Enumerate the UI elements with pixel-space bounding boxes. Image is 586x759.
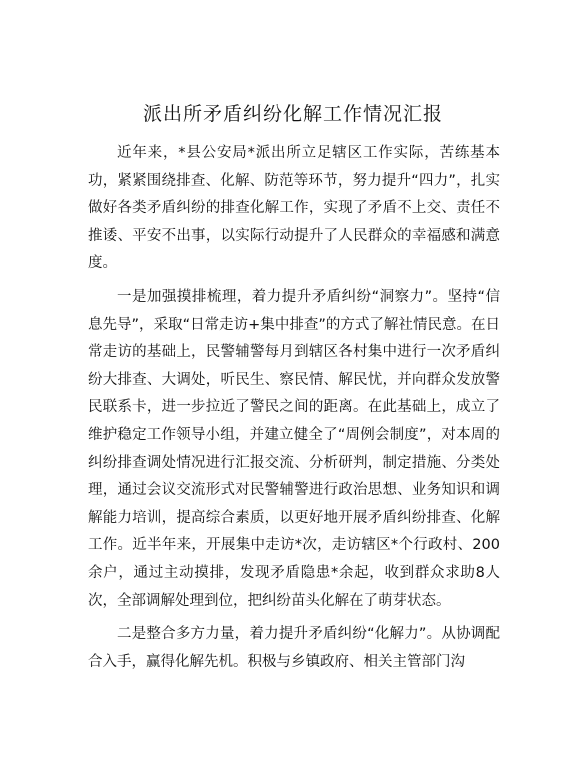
document-body [88, 140, 500, 682]
paragraph-point-two: 二是整合多方力量，着力提升矛盾纠纷“化解力”。从协调配合入手，赢得化解先机。积极与乡镇政府、相关主管部门沟 [88, 626, 500, 670]
paragraph-point-one: 一是加强摸排梳理，着力提升矛盾纠纷“洞察力”。坚持“信息先导”，采取“日常走访+集中排查”的方式了解社情民意。在日常走访的基础上，民警辅警每月到辖区各村集中进行一次矛盾纠纷大排查、大调处，听民生、察民情、解民忧，并向群众发放警民联系卡，进一步拉近了警民之间的距离。在此基础上，成立了维护稳定工作领导小组，并建立健全了“周例会制度”，对本周的纠纷排查调处情况进行汇报交流、分析研判，制定措施、分类处理，通过会议交流形式对民警辅警进行政治思想、业务知识和调解能力培训，提高综合素质，以更好地开展矛盾纠纷排查、化解工作。近半年来，开展集中走访*次，走访辖区*个行政村、200余户，通过主动摸排，发现矛盾隐患*余起，收到群众求助8人次，全部调解处理到位，把纠纷苗头化解在了萌芽状态。 [88, 288, 500, 609]
paragraph-intro: 近年来，*县公安局*派出所立足辖区工作实际，苦练基本功，紧紧围绕排查、化解、防范等环节，努力提升“四力”，扎实做好各类矛盾纠纷的排查化解工作，实现了矛盾不上交、责任不推诿、平安不出事，以实际行动提升了人民群众的幸福感和满意度。 [88, 145, 500, 272]
document-title: 派出所矛盾纠纷化解工作情况汇报 [142, 103, 443, 125]
